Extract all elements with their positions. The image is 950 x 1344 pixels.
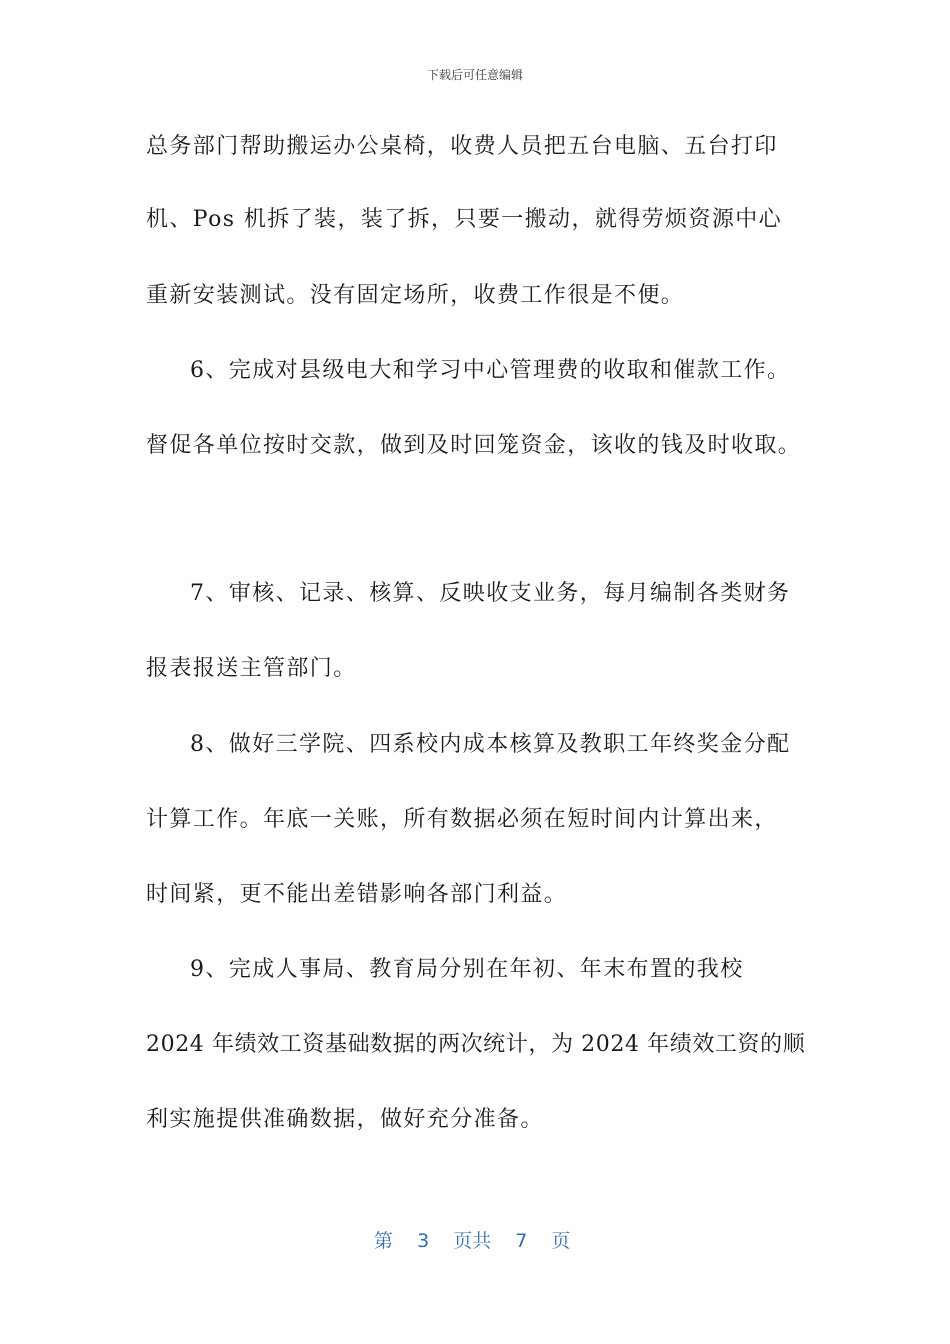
body-line: 重新安装测试。没有固定场所，收费工作很是不便。 <box>146 283 685 308</box>
body-line: 8、做好三学院、四系校内成本核算及教职工年终奖金分配 <box>190 732 791 757</box>
page-middle: 页共 <box>453 1230 492 1252</box>
body-line: 计算工作。年底一关账，所有数据必须在短时间内计算出来， <box>146 807 778 832</box>
body-line: 7、审核、记录、核算、反映收支业务，每月编制各类财务 <box>190 581 791 606</box>
body-line: 9、完成人事局、教育局分别在年初、年末布置的我校 <box>190 957 744 982</box>
body-line: 2024 年绩效工资基础数据的两次统计，为 2024 年绩效工资的顺 <box>146 1032 806 1057</box>
body-line: 督促各单位按时交款，做到及时回笼资金，该收的钱及时收取。 <box>146 433 802 458</box>
page-suffix: 页 <box>551 1230 571 1252</box>
body-line: 机、Pos 机拆了装，装了拆，只要一搬动，就得劳烦资源中心 <box>146 207 783 232</box>
page-prefix: 第 <box>374 1230 394 1252</box>
page-total: 7 <box>515 1230 528 1252</box>
body-line: 6、完成对县级电大和学习中心管理费的收取和催款工作。 <box>190 358 791 383</box>
page-current: 3 <box>417 1230 430 1252</box>
body-line: 总务部门帮助搬运办公桌椅，收费人员把五台电脑、五台打印 <box>146 134 778 159</box>
body-line: 利实施提供准确数据，做好充分准备。 <box>146 1107 544 1132</box>
body-line: 时间紧，更不能出差错影响各部门利益。 <box>146 882 568 907</box>
page-number <box>374 1226 570 1253</box>
page-header: 下载后可任意编辑 <box>426 68 523 82</box>
body-line: 报表报送主管部门。 <box>146 656 357 681</box>
